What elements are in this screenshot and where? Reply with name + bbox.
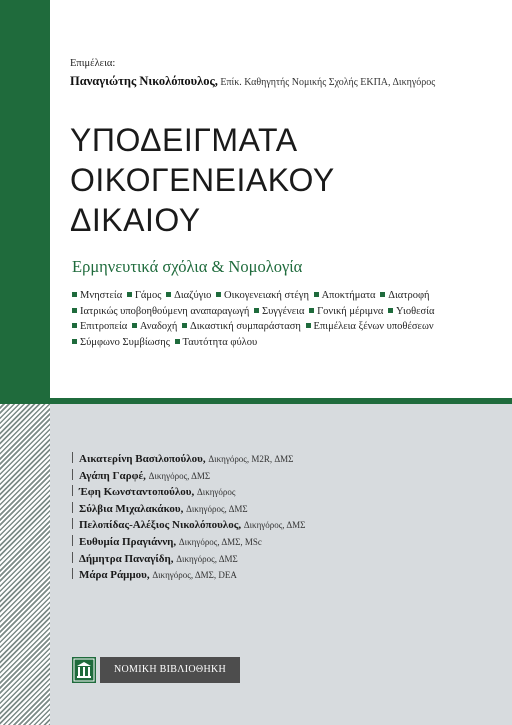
- topic-item: Ιατρικώς υποβοηθούμενη αναπαραγωγή: [72, 304, 249, 320]
- author-bar: [72, 518, 73, 529]
- book-title: [70, 120, 335, 240]
- author-bar: [72, 469, 73, 480]
- title-line-1: ΥΠΟΔΕΙΓΜΑΤΑ: [70, 122, 298, 158]
- author-entry: Μάρα Ράμμου, Δικηγόρος, ΔΜΣ, DEA: [72, 567, 305, 584]
- square-bullet-icon: [306, 323, 311, 328]
- author-bar: [72, 485, 73, 496]
- editor-label: Επιμέλεια:: [70, 58, 116, 69]
- author-entry: Δήμητρα Παναγίδη, Δικηγόρος, ΔΜΣ: [72, 551, 305, 568]
- author-entry: Αικατερίνη Βασιλοπούλου, Δικηγόρος, M2R, ΔΜΣ: [72, 451, 305, 468]
- topic-item: Επιτροπεία: [72, 319, 127, 335]
- topic-item: Επιμέλεια ξένων υποθέσεων: [306, 319, 434, 335]
- square-bullet-icon: [72, 323, 77, 328]
- green-side-band: [0, 0, 50, 398]
- square-bullet-icon: [72, 339, 77, 344]
- author-entry: Αγάπη Γαρφέ, Δικηγόρος, ΔΜΣ: [72, 468, 305, 485]
- author-bar: [72, 502, 73, 513]
- author-entry: Έφη Κωνσταντοπούλου, Δικηγόρος: [72, 484, 305, 501]
- square-bullet-icon: [72, 308, 77, 313]
- square-bullet-icon: [309, 308, 314, 313]
- topic-item: Γονική μέριμνα: [309, 304, 383, 320]
- temple-columns-icon: [72, 657, 96, 683]
- author-bar: [72, 568, 73, 579]
- topic-item: Αναδοχή: [132, 319, 177, 335]
- publisher-block: [72, 657, 240, 683]
- square-bullet-icon: [166, 292, 171, 297]
- square-bullet-icon: [72, 292, 77, 297]
- topic-item: Συγγένεια: [254, 304, 304, 320]
- topic-item: Ταυτότητα φύλου: [175, 335, 258, 351]
- square-bullet-icon: [182, 323, 187, 328]
- hatch-pattern: [0, 404, 50, 725]
- square-bullet-icon: [175, 339, 180, 344]
- publisher-name: ΝΟΜΙΚΗ ΒΙΒΛΙΟΘΗΚΗ: [100, 657, 240, 683]
- topic-item: Διατροφή: [380, 288, 429, 304]
- square-bullet-icon: [314, 292, 319, 297]
- editor-name: Παναγιώτης Νικολόπουλος,: [70, 74, 218, 88]
- square-bullet-icon: [127, 292, 132, 297]
- square-bullet-icon: [132, 323, 137, 328]
- author-bar: [72, 552, 73, 563]
- editor-line: [70, 74, 435, 89]
- square-bullet-icon: [216, 292, 221, 297]
- author-bar: [72, 535, 73, 546]
- topic-item: Γάμος: [127, 288, 162, 304]
- square-bullet-icon: [380, 292, 385, 297]
- square-bullet-icon: [254, 308, 259, 313]
- topic-item: Δικαστική συμπαράσταση: [182, 319, 301, 335]
- author-entry: Ευθυμία Πραγιάννη, Δικηγόρος, ΔΜΣ, MSc: [72, 534, 305, 551]
- author-list: [72, 451, 305, 584]
- topic-item: Διαζύγιο: [166, 288, 211, 304]
- topic-item: Σύμφωνο Συμβίωσης: [72, 335, 170, 351]
- author-entry: Σύλβια Μιχαλακάκου, Δικηγόρος, ΔΜΣ: [72, 501, 305, 518]
- author-bar: [72, 452, 73, 463]
- title-line-2: ΟΙΚΟΓΕΝΕΙΑΚΟΥ: [70, 162, 335, 198]
- topic-item: Υιοθεσία: [388, 304, 435, 320]
- square-bullet-icon: [388, 308, 393, 313]
- book-subtitle: Ερμηνευτικά σχόλια & Νομολογία: [72, 257, 303, 276]
- topic-item: Οικογενειακή στέγη: [216, 288, 309, 304]
- title-line-3: ΔΙΚΑΙΟΥ: [70, 202, 201, 238]
- topic-item: Μνηστεία: [72, 288, 122, 304]
- topic-item: Αποκτήματα: [314, 288, 376, 304]
- author-entry: Πελοπίδας-Αλέξιος Νικολόπουλος, Δικηγόρος, ΔΜΣ: [72, 517, 305, 534]
- topic-list: [72, 288, 502, 350]
- editor-affiliation: Επίκ. Καθηγητής Νομικής Σχολής ΕΚΠΑ, Δικηγόρος: [220, 77, 436, 88]
